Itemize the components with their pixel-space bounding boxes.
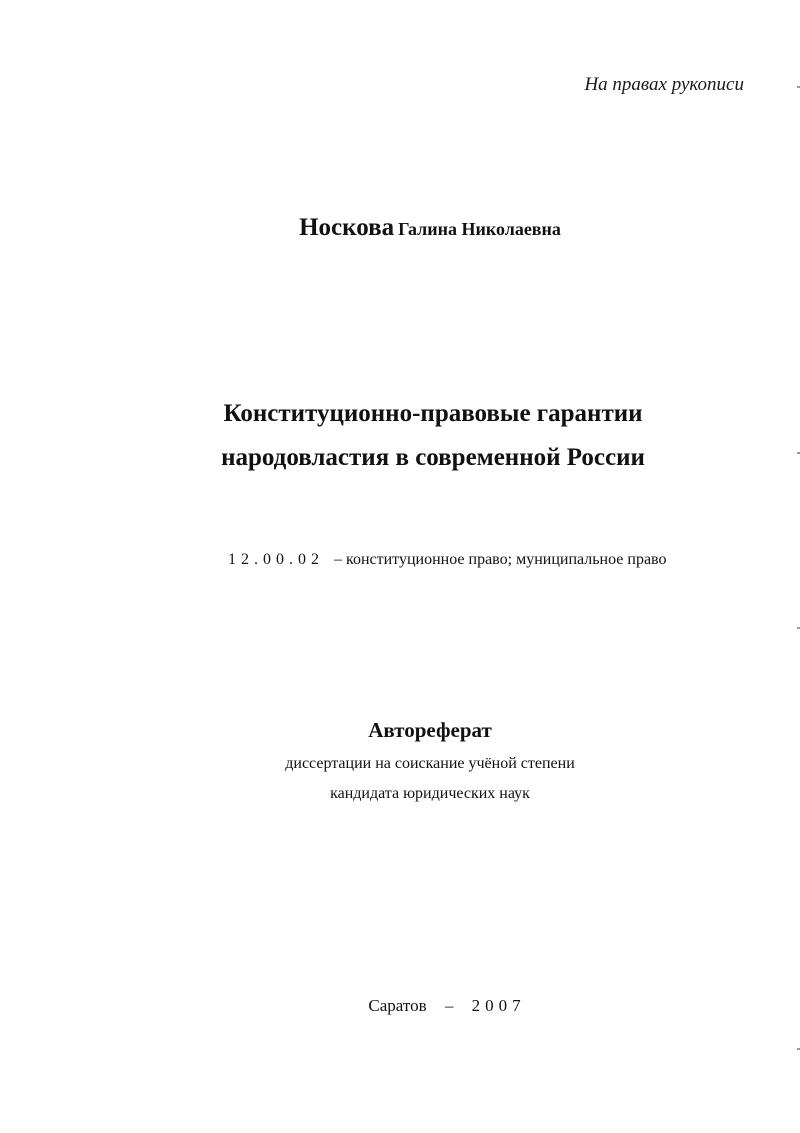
city: Саратов — [368, 996, 427, 1015]
specialty-line — [228, 551, 667, 569]
document-purpose-line-1: диссертации на соискание учёной степени — [285, 755, 575, 772]
author-given-names: Галина Николаевна — [398, 219, 561, 239]
dissertation-title — [0, 392, 800, 480]
document-purpose-line-2: кандидата юридических наук — [330, 785, 530, 802]
author-surname: Носкова — [299, 214, 395, 241]
author-name — [0, 214, 800, 242]
title-line-1: Конституционно-правовые гарантии — [223, 400, 643, 427]
place-and-year — [0, 996, 800, 1016]
footer-dash: – — [444, 996, 454, 1015]
title-line-2: народовластия в современной России — [221, 444, 645, 471]
specialty-name: конституционное право; муниципальное право — [346, 551, 667, 568]
document-type: Автореферат — [368, 718, 492, 742]
year: 2007 — [471, 996, 526, 1015]
rights-note: На правах рукописи — [584, 74, 744, 95]
specialty-code: 12.00.02 — [228, 551, 324, 568]
specialty-separator: – — [334, 551, 342, 568]
